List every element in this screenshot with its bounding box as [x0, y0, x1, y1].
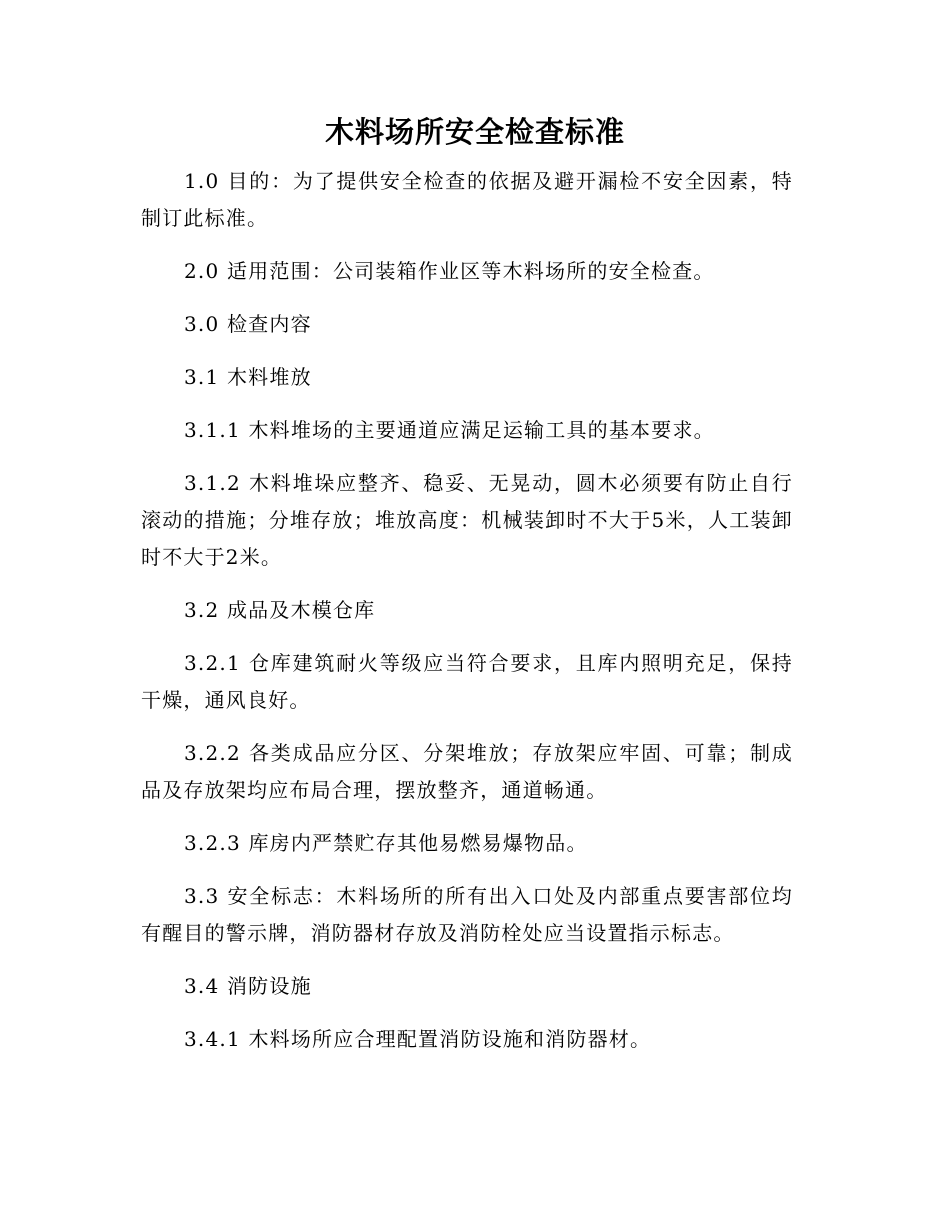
document-title: 木料场所安全检查标准 — [324, 115, 625, 149]
paragraph-safety-signs: 3.3 安全标志：木料场所的所有出入口处及内部重点要害部位均有醒目的警示牌，消防器材存放及消防栓处应当设置指示标志。 — [141, 884, 793, 945]
heading-fire-facilities: 3.4 消防设施 — [184, 974, 312, 998]
paragraph-3-4-1: 3.4.1 木料场所应合理配置消防设施和消防器材。 — [184, 1027, 652, 1051]
paragraph-3-1-2: 3.1.2 木料堆垛应整齐、稳妥、无晃动，圆木必须要有防止自行滚动的措施；分堆存放；堆放高度：机械装卸时不大于5米，人工装卸时不大于2米。 — [141, 471, 793, 569]
paragraph-3-2-2: 3.2.2 各类成品应分区、分架堆放；存放架应牢固、可靠；制成品及存放架均应布局合理，摆放整齐，通道畅通。 — [141, 741, 793, 802]
paragraph-3-2-1: 3.2.1 仓库建筑耐火等级应当符合要求，且库内照明充足，保持干燥，通风良好。 — [141, 651, 793, 712]
paragraph-purpose: 1.0 目的：为了提供安全检查的依据及避开漏检不安全因素，特制订此标准。 — [141, 169, 793, 230]
document-body — [141, 163, 793, 1074]
paragraph-scope: 2.0 适用范围：公司装箱作业区等木料场所的安全检查。 — [184, 259, 715, 283]
heading-timber-stacking: 3.1 木料堆放 — [184, 365, 312, 389]
heading-inspection-content: 3.0 检查内容 — [184, 312, 312, 336]
heading-warehouse: 3.2 成品及木模仓库 — [184, 598, 376, 622]
paragraph-3-1-1: 3.1.1 木料堆场的主要通道应满足运输工具的基本要求。 — [184, 418, 715, 442]
paragraph-3-2-3: 3.2.3 库房内严禁贮存其他易燃易爆物品。 — [184, 831, 588, 855]
